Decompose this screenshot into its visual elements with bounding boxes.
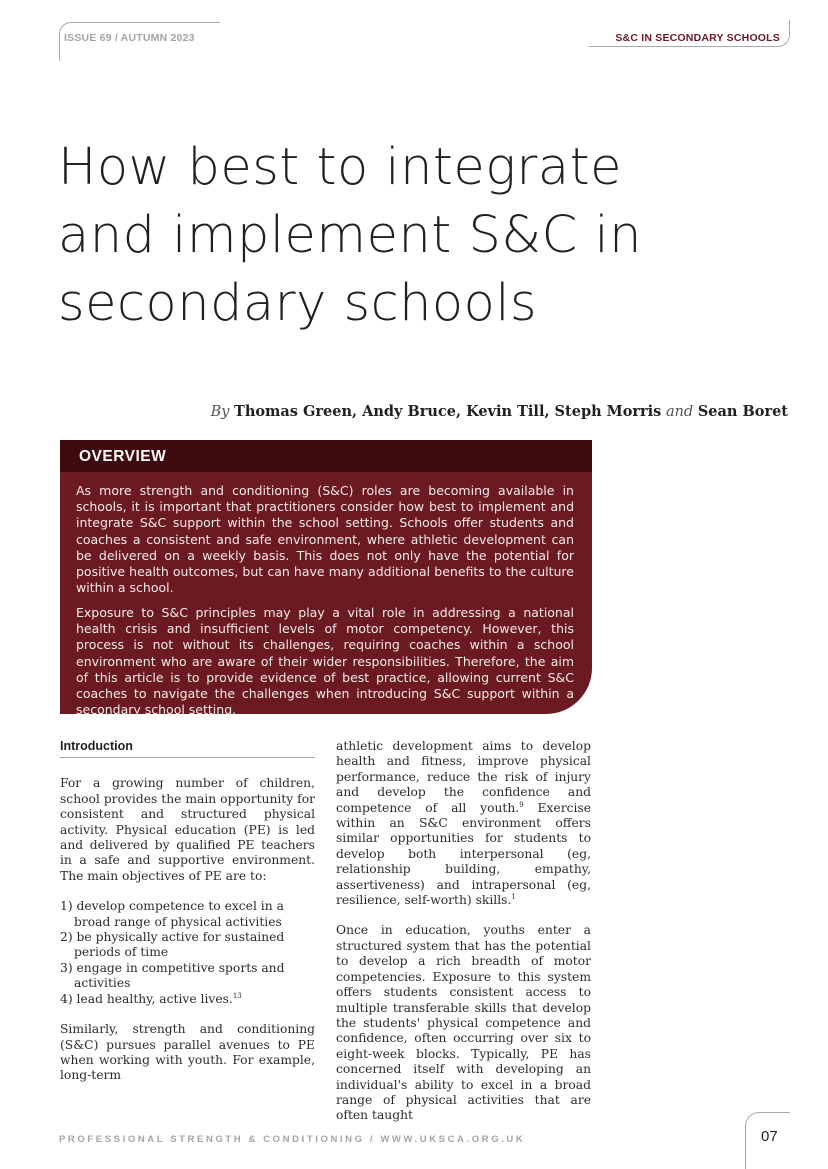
- list-item: [60, 992, 315, 1007]
- footer-text: PROFESSIONAL STRENGTH & CONDITIONING / WWW.UKSCA.ORG.UK: [59, 1134, 526, 1145]
- reference-marker: 9: [519, 800, 524, 809]
- column-left: [60, 739, 315, 1084]
- intro-paragraph: For a growing number of children, school provides the main opportunity for consistent and structured physical activity. Physical education (PE) is led and delivered by qualified PE teachers in a safe and supportive environment. The main objectives of PE are to:: [60, 776, 315, 883]
- overview-paragraph: Exposure to S&C principles may play a vital role in addressing a national health crisis and insufficient levels of motor competency. However, this process is not without its challenges, requiring coaches within a school environment who are aware of their wider responsibilities. Therefore, the aim of this article is to provide evidence of best practice, allowing current S&C coaches to navigate the challenges when introducing S&C support within a secondary school setting.: [76, 604, 574, 718]
- page-number: 07: [761, 1128, 778, 1145]
- overview-box: [60, 440, 592, 718]
- reference-marker: 13: [232, 991, 242, 1000]
- overview-body: [60, 472, 592, 718]
- article-title: [58, 134, 698, 338]
- list-item: 1) develop competence to excel in a broad range of physical activities: [60, 899, 284, 929]
- byline: [211, 403, 788, 420]
- title-line: secondary schools: [58, 274, 538, 333]
- byline-by: By: [210, 404, 230, 420]
- title-line: and implement S&C in: [58, 206, 642, 265]
- column-right: [336, 739, 591, 1124]
- issue-label: ISSUE 69 / AUTUMN 2023: [64, 32, 195, 44]
- body-text: Exercise within an S&C environment offers similar opportunities for students to develop both interpersonal (eg, relationship building, empathy, assertiveness) and intrapersonal (eg, resilience, self-worth) skills.: [336, 800, 591, 908]
- body-paragraph: Once in education, youths enter a structured system that has the potential to develop a rich breadth of motor competencies. Exposure to this system offers students consistent access to multiple transferable skills that develop the students' physical competence and confidence, often occurring over six to eight-week blocks. Typically, PE has concerned itself with developing an individual's ability to excel in a broad range of physical activities that are often taught: [336, 923, 591, 1123]
- section-label: S&C IN SECONDARY SCHOOLS: [615, 32, 780, 44]
- overview-paragraph: As more strength and conditioning (S&C) roles are becoming available in schools, it is important that practitioners consider how best to implement and integrate S&C support within the school setting. Schools offer students and coaches a consistent and safe environment, where athletic development can be delivered on a weekly basis. This does not only have the potential for positive health outcomes, but can have many additional benefits to the culture within a school.: [76, 483, 574, 596]
- intro-paragraph: Similarly, strength and conditioning (S&C) pursues parallel avenues to PE when working with youth. For example, long-term: [60, 1022, 315, 1083]
- overview-heading: OVERVIEW: [60, 440, 592, 472]
- list-item-text: 4) lead healthy, active lives.: [60, 991, 233, 1006]
- pe-objectives-list: [60, 899, 315, 1007]
- body-text: athletic development aims to develop health and fitness, improve physical performance, reduce the risk of injury and develop the confidence and competence of all youth.: [336, 739, 591, 815]
- title-line: How best to integrate: [58, 138, 622, 197]
- intro-heading: Introduction: [60, 739, 315, 758]
- byline-last-author: Sean Boret: [697, 403, 788, 420]
- reference-marker: 1: [511, 892, 516, 901]
- list-item: 2) be physically active for sustained periods of time: [60, 930, 285, 960]
- body-paragraph: [336, 739, 591, 908]
- list-item: 3) engage in competitive sports and activities: [60, 960, 285, 991]
- byline-and: and: [665, 404, 694, 420]
- byline-authors: Thomas Green, Andy Bruce, Kevin Till, Steph Morris: [234, 403, 662, 420]
